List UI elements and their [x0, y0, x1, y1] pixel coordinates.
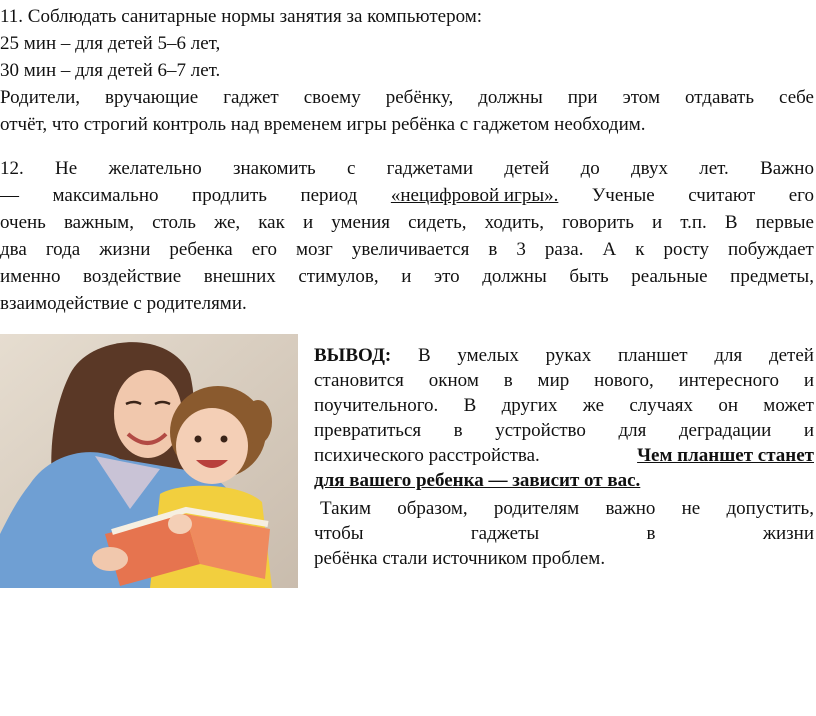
conclusion-emphasis: Чем планшет станет: [637, 445, 814, 466]
section-12-line-2: — максимально продлить период «нецифровой игры». Ученые считают его: [0, 185, 814, 206]
conclusion-label: ВЫВОД:: [314, 345, 392, 366]
section-11-line-2: 25 мин – для детей 5–6 лет,: [0, 33, 221, 54]
conclusion-line-5: психического расстройства. Чем планшет станет: [314, 445, 814, 466]
conclusion-line-1: ВЫВОД: В умелых руках планшет для детей: [314, 345, 814, 366]
conclusion-line-9: ребёнка стали источником проблем.: [314, 548, 606, 569]
section-11-line-5: отчёт, что строгий контроль над временем игры ребёнка с гаджетом необходим.: [0, 114, 646, 135]
section-12-line-5: именно воздействие внешних стимулов, и это должны быть реальные предметы,: [0, 266, 814, 287]
conclusion-line-3: поучительного. В других же случаях он может: [314, 395, 814, 416]
non-digital-games-link[interactable]: «нецифровой игры».: [390, 185, 559, 206]
section-12-line-6: взаимодействие с родителями.: [0, 293, 247, 314]
conclusion-line-7: Таким образом, родителям важно не допустить,: [320, 498, 814, 519]
conclusion-emphasis-line-2: для вашего ребенка — зависит от вас.: [314, 470, 641, 491]
section-11-line-3: 30 мин – для детей 6–7 лет.: [0, 60, 221, 81]
section-12-line-1: 12. Не желательно знакомить с гаджетами детей до двух лет. Важно: [0, 158, 814, 179]
section-11-line-1: 11. Соблюдать санитарные нормы занятия за компьютером:: [0, 6, 483, 27]
section-11-line-4: Родители, вручающие гаджет своему ребёнку, должны при этом отдавать себе: [0, 87, 814, 108]
conclusion-line-4: превратиться в устройство для деградации и: [314, 420, 814, 441]
mother-child-reading-photo: [0, 334, 298, 588]
photo-illustration: [0, 334, 298, 588]
section-12-line-3: очень важным, столь же, как и умения сидеть, ходить, говорить и т.п. В первые: [0, 212, 814, 233]
conclusion-line-8: чтобы гаджеты в жизни: [314, 523, 814, 544]
section-12-line-4: два года жизни ребенка его мозг увеличивается в 3 раза. А к росту побуждает: [0, 239, 814, 260]
conclusion-line-2: становится окном в мир нового, интересного и: [314, 370, 814, 391]
